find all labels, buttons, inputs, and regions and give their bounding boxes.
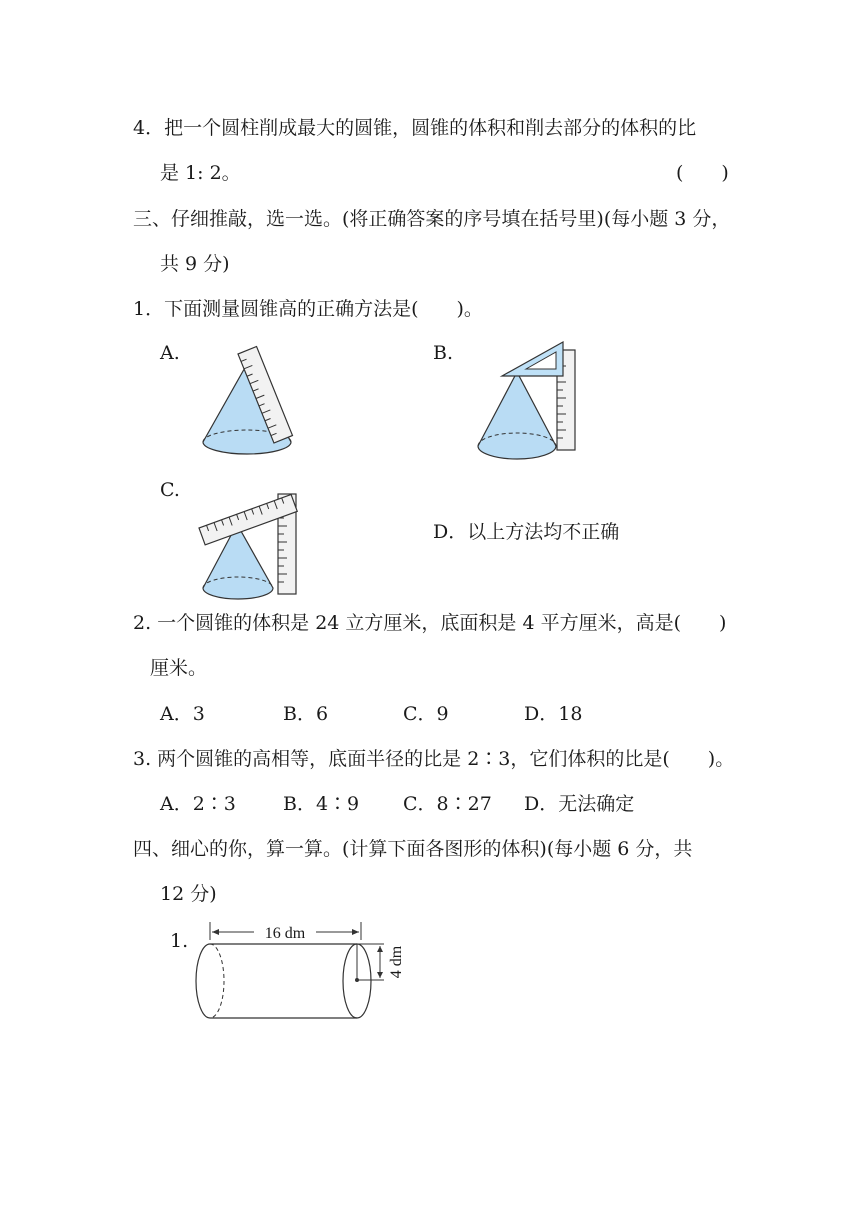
option-a-label[interactable]: A. bbox=[160, 342, 180, 364]
option-b-label[interactable]: B. bbox=[433, 342, 454, 364]
s3q2-option-c[interactable]: C．9 bbox=[403, 703, 449, 725]
q4-answer-bracket[interactable]: ( ) bbox=[676, 162, 729, 184]
section-4-heading-cont: 12 分) bbox=[160, 883, 217, 905]
s4q1-number: 1. bbox=[170, 930, 189, 952]
s3q3-option-d[interactable]: D．无法确定 bbox=[524, 793, 635, 815]
s3q1-stem: 1．下面测量圆锥高的正确方法是( )。 bbox=[133, 298, 483, 320]
s3q2-option-b[interactable]: B．6 bbox=[283, 703, 329, 725]
s3q3-stem: 3. 两个圆锥的高相等，底面半径的比是 2∶3，它们体积的比是( )。 bbox=[133, 748, 735, 770]
section-4-heading: 四、细心的你，算一算。(计算下面各图形的体积)(每小题 6 分，共 bbox=[133, 838, 693, 860]
left-end-hidden bbox=[210, 944, 224, 1018]
figure-option-a bbox=[195, 336, 325, 466]
option-c-label[interactable]: C. bbox=[160, 479, 180, 501]
option-d-label[interactable]: D．以上方法均不正确 bbox=[433, 521, 620, 543]
s3q2-stem-cont: 厘米。 bbox=[150, 657, 208, 679]
section-3-heading: 三、仔细推敲，选一选。(将正确答案的序号填在括号里)(每小题 3 分， bbox=[133, 208, 731, 230]
q4-line-2: 是 1: 2。 bbox=[160, 162, 241, 184]
left-end-visible bbox=[196, 944, 210, 1018]
s3q3-option-c[interactable]: C．8∶27 bbox=[403, 793, 492, 815]
s3q3-option-b[interactable]: B．4∶9 bbox=[283, 793, 360, 815]
s3q2-option-a[interactable]: A．3 bbox=[160, 703, 205, 725]
q4-line-1: 4．把一个圆柱削成最大的圆锥，圆锥的体积和削去部分的体积的比 bbox=[133, 117, 697, 139]
s3q3-option-a[interactable]: A．2∶3 bbox=[160, 793, 236, 815]
section-3-heading-cont: 共 9 分) bbox=[160, 253, 230, 275]
figure-option-c bbox=[195, 476, 320, 604]
cylinder-figure bbox=[194, 918, 409, 1024]
s3q2-option-d[interactable]: D．18 bbox=[524, 703, 583, 725]
cone-b bbox=[478, 372, 556, 459]
figure-option-b bbox=[470, 338, 590, 468]
length-label: 16 dm bbox=[264, 925, 306, 942]
diameter-label: 4 dm bbox=[388, 945, 405, 979]
s3q2-stem: 2. 一个圆锥的体积是 24 立方厘米，底面积是 4 平方厘米，高是( ) bbox=[133, 612, 727, 634]
